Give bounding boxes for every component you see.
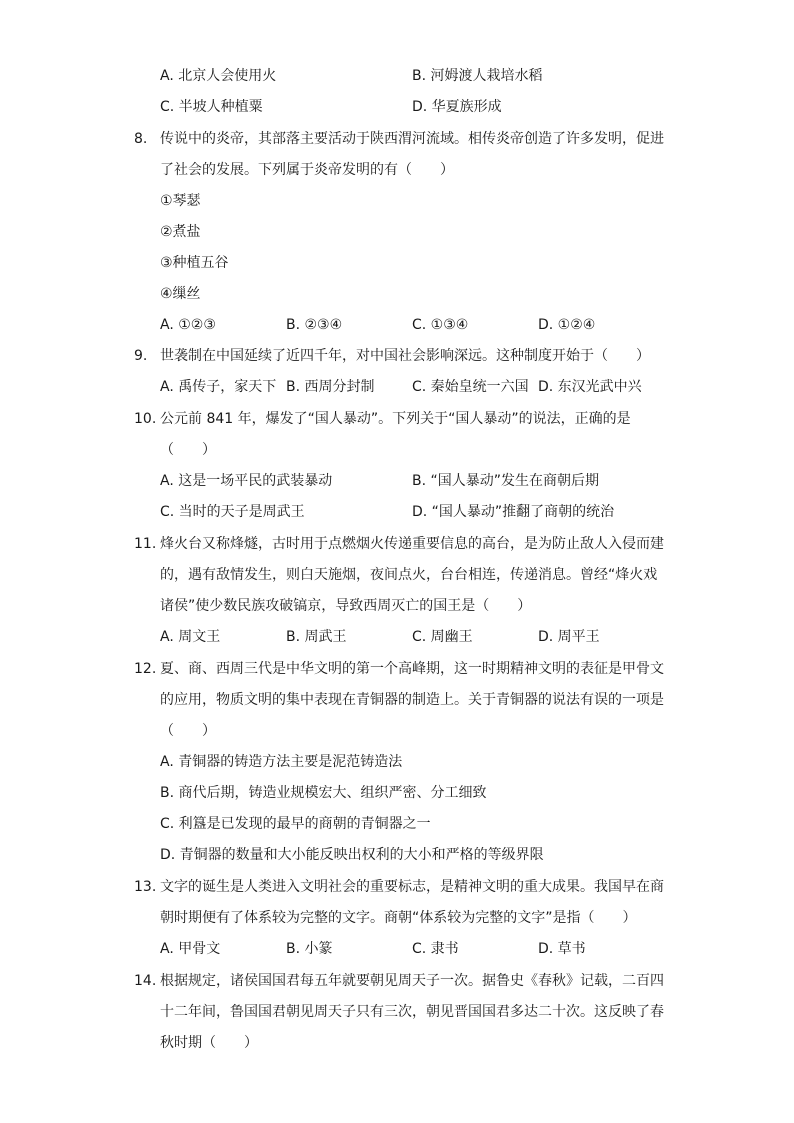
- option-b: B. 小篆: [286, 941, 333, 957]
- question-stem-line: （ ）: [160, 442, 216, 458]
- question-stem-line: 十二年间，鲁国国君朝见周天子只有三次，朝见晋国国君多达二十次。这反映了春: [160, 1004, 664, 1020]
- option-c: C. 当时的天子是周武王: [160, 504, 305, 520]
- option-d: D. 青铜器的数量和大小能反映出权利的大小和严格的等级界限: [160, 847, 544, 863]
- option-a: A. 周文王: [160, 629, 221, 645]
- option-d: D. 草书: [538, 941, 586, 957]
- question-stem-line: 公元前 841 年，爆发了“国人暴动”。下列关于“国人暴动”的说法，正确的是: [160, 411, 631, 427]
- option-a: A. 青铜器的铸造方法主要是泥范铸造法: [160, 754, 403, 770]
- question-stem-line: 根据规定，诸侯国国君每五年就要朝见周天子一次。据鲁史《春秋》记载，二百四: [160, 973, 664, 989]
- question-number: 11.: [134, 536, 157, 552]
- question-stem-line: 诸侯”使少数民族攻破镐京，导致西周灭亡的国王是（ ）: [160, 598, 532, 614]
- option-c: C. 利簋是已发现的最早的商朝的青铜器之一: [160, 816, 431, 832]
- option-c: C. 半坡人种植粟: [160, 99, 263, 115]
- option-d: D. ①②④: [538, 317, 596, 333]
- question-stem-line: 秋时期（ ）: [160, 1035, 258, 1051]
- option-b: B. 周武王: [286, 629, 347, 645]
- option-b: B. “国人暴动”发生在商朝后期: [412, 473, 600, 489]
- option-c: C. ①③④: [412, 317, 469, 333]
- statement-item: ③种植五谷: [160, 255, 229, 271]
- question-number: 13.: [134, 879, 157, 895]
- option-a: A. ①②③: [160, 317, 216, 333]
- option-b: B. ②③④: [286, 317, 343, 333]
- option-b: B. 商代后期，铸造业规模宏大、组织严密、分工细致: [160, 785, 487, 801]
- question-stem-line: 世袭制在中国延续了近四千年，对中国社会影响深远。这种制度开始于（ ）: [160, 348, 650, 364]
- question-stem-line: 文字的诞生是人类进入文明社会的重要标志，是精神文明的重大成果。我国早在商: [160, 879, 664, 895]
- question-stem-line: 朝时期便有了体系较为完整的文字。商朝“体系较为完整的文字”是指（ ）: [160, 910, 637, 926]
- question-number: 9.: [134, 348, 148, 364]
- option-c: C. 隶书: [412, 941, 459, 957]
- option-a: A. 北京人会使用火: [160, 68, 277, 84]
- option-c: C. 秦始皇统一六国: [412, 379, 529, 395]
- question-number: 14.: [134, 973, 157, 989]
- statement-item: ①琴瑟: [160, 193, 201, 209]
- question-number: 8.: [134, 131, 148, 147]
- statement-item: ④缫丝: [160, 286, 201, 302]
- question-stem-line: （ ）: [160, 723, 216, 739]
- option-d: D. 周平王: [538, 629, 600, 645]
- question-stem-line: 了社会的发展。下列属于炎帝发明的有（ ）: [160, 162, 454, 178]
- option-d: D. “国人暴动”推翻了商朝的统治: [412, 504, 615, 520]
- question-stem-line: 的，遇有敌情发生，则白天施烟，夜间点火，台台相连，传递消息。曾经“烽火戏: [160, 567, 658, 583]
- question-stem-line: 烽火台又称烽燧，古时用于点燃烟火传递重要信息的高台，是为防止敌人入侵而建: [160, 536, 664, 552]
- option-a: A. 甲骨文: [160, 941, 221, 957]
- option-d: D. 华夏族形成: [412, 99, 502, 115]
- question-number: 10.: [134, 411, 157, 427]
- option-a: A. 这是一场平民的武装暴动: [160, 473, 333, 489]
- question-number: 12.: [134, 661, 157, 677]
- question-stem-line: 的应用，物质文明的集中表现在青铜器的制造上。关于青铜器的说法有误的一项是: [160, 692, 664, 708]
- question-stem-line: 夏、商、西周三代是中华文明的第一个高峰期，这一时期精神文明的表征是甲骨文: [160, 661, 664, 677]
- statement-item: ②煮盐: [160, 224, 201, 240]
- option-c: C. 周幽王: [412, 629, 473, 645]
- option-a: A. 禹传子，家天下: [160, 379, 277, 395]
- option-b: B. 西周分封制: [286, 379, 375, 395]
- question-stem-line: 传说中的炎帝，其部落主要活动于陕西渭河流域。相传炎帝创造了许多发明，促进: [160, 131, 664, 147]
- option-b: B. 河姆渡人栽培水稻: [412, 68, 543, 84]
- option-d: D. 东汉光武中兴: [538, 379, 642, 395]
